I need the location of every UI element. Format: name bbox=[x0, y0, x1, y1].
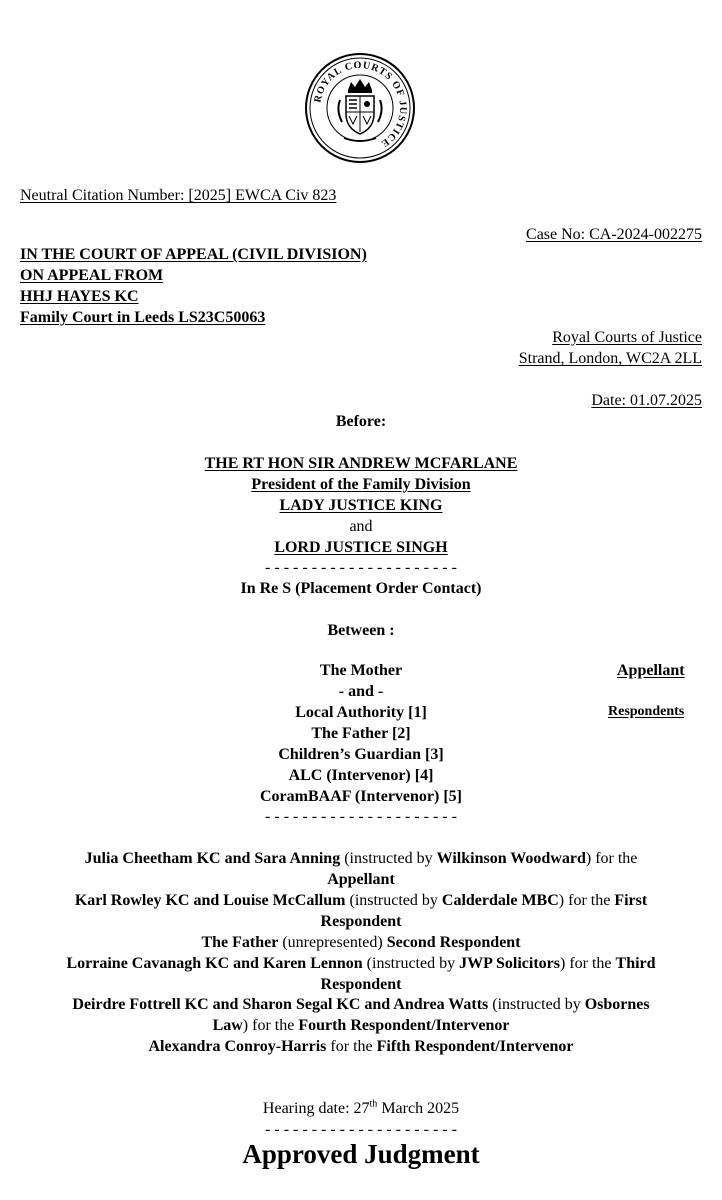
judge-3: LORD JUSTICE SINGH bbox=[274, 539, 448, 556]
judge-2: LADY JUSTICE KING bbox=[279, 497, 443, 514]
royal-courts-seal bbox=[304, 52, 416, 164]
counsel-6-names: Alexandra Conroy-Harris bbox=[148, 1038, 327, 1055]
neutral-citation: Neutral Citation Number: [2025] EWCA Civ 823 bbox=[20, 187, 337, 204]
counsel-2-tail: ) for the bbox=[558, 892, 615, 909]
party-alc: ALC (Intervenor) [4] bbox=[288, 767, 434, 784]
location-line-2: Strand, London, WC2A 2LL bbox=[518, 350, 702, 367]
counsel-second-respondent bbox=[20, 932, 702, 953]
case-number: Case No: CA-2024-002275 bbox=[526, 226, 702, 243]
judges-and: and bbox=[349, 518, 373, 535]
case-title: In Re S (Placement Order Contact) bbox=[240, 580, 482, 597]
before-label: Before: bbox=[335, 413, 387, 430]
counsel-first-respondent: Karl Rowley KC and Louise McCallum (instructed by Calderdale MBC) for the First Respondent bbox=[74, 892, 648, 930]
counsel-3-names: The Father bbox=[201, 934, 279, 951]
counsel-2-firm: Calderdale MBC bbox=[441, 892, 559, 909]
appellant-label: Appellant bbox=[617, 662, 685, 679]
counsel-5-names: Deirdre Fottrell KC and Sharon Segal KC and Andrea Watts bbox=[72, 996, 489, 1013]
respondents-label: Respondents bbox=[608, 704, 685, 719]
court-line-3: HHJ HAYES KC bbox=[20, 288, 139, 305]
party-childrens-guardian: Children’s Guardian [3] bbox=[278, 746, 444, 763]
party-local-authority: Local Authority [1] bbox=[295, 704, 427, 721]
parties-and: - and - bbox=[338, 683, 384, 700]
court-line-2: ON APPEAL FROM bbox=[20, 267, 164, 284]
location-line-1: Royal Courts of Justice bbox=[552, 329, 702, 346]
counsel-1-role: Appellant bbox=[327, 871, 395, 888]
counsel-2-names: Karl Rowley KC and Louise McCallum bbox=[74, 892, 346, 909]
separator-1: - - - - - - - - - - - - - - - - - - - - - bbox=[265, 559, 457, 576]
judgment-date: Date: 01.07.2025 bbox=[591, 392, 702, 409]
counsel-fourth-respondent: Deirdre Fottrell KC and Sharon Segal KC and Andrea Watts (instructed by Osbornes Law) for the Fourth Respondent/Intervenor bbox=[72, 996, 650, 1034]
counsel-1-firm: Wilkinson Woodward bbox=[436, 850, 586, 867]
party-mother: The Mother bbox=[319, 662, 403, 679]
counsel-fifth-respondent bbox=[20, 1036, 702, 1057]
counsel-6-mid: for the bbox=[326, 1038, 377, 1055]
separator-3: - - - - - - - - - - - - - - - - - - - - - bbox=[265, 1121, 457, 1138]
judgment-title: Approved Judgment bbox=[242, 1139, 480, 1169]
separator-2: - - - - - - - - - - - - - - - - - - - - - bbox=[265, 808, 457, 825]
seal-ring-text: ROYAL COURTS OF JUSTICE bbox=[312, 59, 409, 150]
hearing-date: Hearing date: 27th March 2025 bbox=[262, 1098, 460, 1117]
counsel-4-tail: ) for the bbox=[559, 955, 616, 972]
party-corambaaf: CoramBAAF (Intervenor) [5] bbox=[259, 788, 462, 805]
counsel-6-role: Fifth Respondent/Intervenor bbox=[376, 1038, 574, 1055]
counsel-third-respondent: Lorraine Cavanagh KC and Karen Lennon (instructed by JWP Solicitors) for the Third Respondent bbox=[66, 955, 656, 993]
counsel-1-tail: ) for the bbox=[585, 850, 638, 867]
counsel-5-mid: (instructed by bbox=[488, 996, 585, 1013]
counsel-4-mid: (instructed by bbox=[362, 955, 460, 972]
counsel-4-names: Lorraine Cavanagh KC and Karen Lennon bbox=[66, 955, 363, 972]
court-line-1: IN THE COURT OF APPEAL (CIVIL DIVISION) bbox=[20, 246, 367, 263]
counsel-3-role: Second Respondent bbox=[386, 934, 521, 951]
between-label: Between : bbox=[327, 622, 395, 639]
counsel-1-mid: (instructed by bbox=[340, 850, 437, 867]
counsel-1-names: Julia Cheetham KC and Sara Anning bbox=[84, 850, 341, 867]
counsel-5-role: Fourth Respondent/Intervenor bbox=[298, 1017, 510, 1034]
counsel-4-firm: JWP Solicitors bbox=[459, 955, 560, 972]
judge-1: THE RT HON SIR ANDREW MCFARLANE bbox=[204, 455, 518, 472]
counsel-3-mid: (unrepresented) bbox=[278, 934, 387, 951]
counsel-2-mid: (instructed by bbox=[345, 892, 442, 909]
counsel-5-tail: ) for the bbox=[242, 1017, 299, 1034]
party-father: The Father [2] bbox=[311, 725, 411, 742]
judge-1-title: President of the Family Division bbox=[251, 476, 471, 493]
counsel-appellant bbox=[20, 848, 702, 890]
court-line-4: Family Court in Leeds LS23C50063 bbox=[20, 309, 266, 326]
